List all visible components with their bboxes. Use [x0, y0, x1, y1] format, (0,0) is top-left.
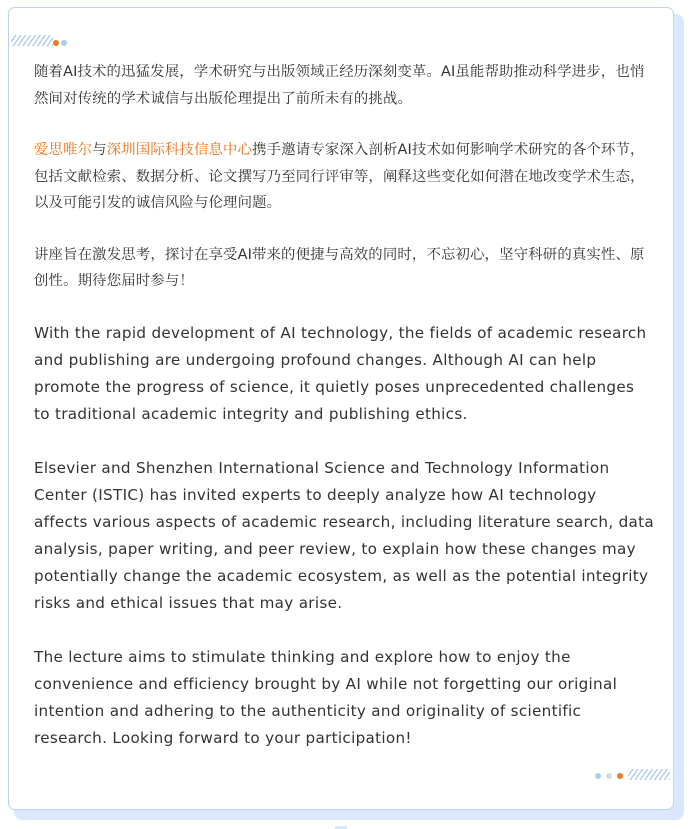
org-elsevier-highlight: 爱思唯尔: [34, 142, 93, 158]
dot-orange-decoration-top: [53, 40, 59, 46]
zh-paragraph-2-rest: 携手邀请专家深入剖析AI技术如何影响学术研究的各个环节，包括文献检索、数据分析、论文撰写乃至同行评审等，阐释这些变化如何潜在地改变学术生态，以及可能引发的诚信风险与伦理问题。: [34, 142, 645, 211]
dot-orange-decoration-bottom: [617, 773, 623, 779]
corner-hatch-decoration-bottom: [628, 769, 670, 780]
en-paragraph-2: Elsevier and Shenzhen International Science and Technology Information Center (ISTIC) has invited experts to deeply analyze how AI technology affects various aspects of academic research, including literature search, data analysis, paper writing, and peer review, to explain how these changes may potentially change the academic ecosystem, as well as the potential integrity risks and ethical issues that may arise.: [34, 458, 654, 612]
zh-paragraph-1: 随着AI技术的迅猛发展，学术研究与出版领域正经历深刻变革。AI虽能帮助推动科学进步，也悄然间对传统的学术诚信与出版伦理提出了前所未有的挑战。: [34, 64, 645, 107]
zh-paragraph-3: 讲座旨在激发思考，探讨在享受AI带来的便捷与高效的同时，不忘初心，坚守科研的真实性、原创性。期待您届时参与！: [34, 246, 645, 289]
article-body: [34, 59, 654, 752]
dot-blue-decoration-bottom: [595, 773, 601, 779]
dot-grey-decoration-bottom: [606, 773, 612, 779]
en-paragraph-3: The lecture aims to stimulate thinking and explore how to enjoy the convenience and efficiency brought by AI while not forgetting our original intention and adhering to the authenticity and originality of scientific research. Looking forward to your participation!: [34, 647, 618, 747]
conjunction-text: 与: [92, 142, 107, 158]
corner-hatch-decoration-top: [11, 35, 53, 46]
zh-paragraph-2: [34, 137, 654, 217]
org-istic-highlight: 深圳国际科技信息中心: [106, 142, 253, 158]
dot-blue-decoration-top: [61, 40, 67, 46]
article-card: [8, 7, 674, 810]
en-paragraph-1: With the rapid development of AI technology, the fields of academic research and publishing are undergoing profound changes. Although AI can help promote the progress of science, it quietly poses unprecedented challenges to traditional academic integrity and publishing ethics.: [34, 323, 647, 423]
